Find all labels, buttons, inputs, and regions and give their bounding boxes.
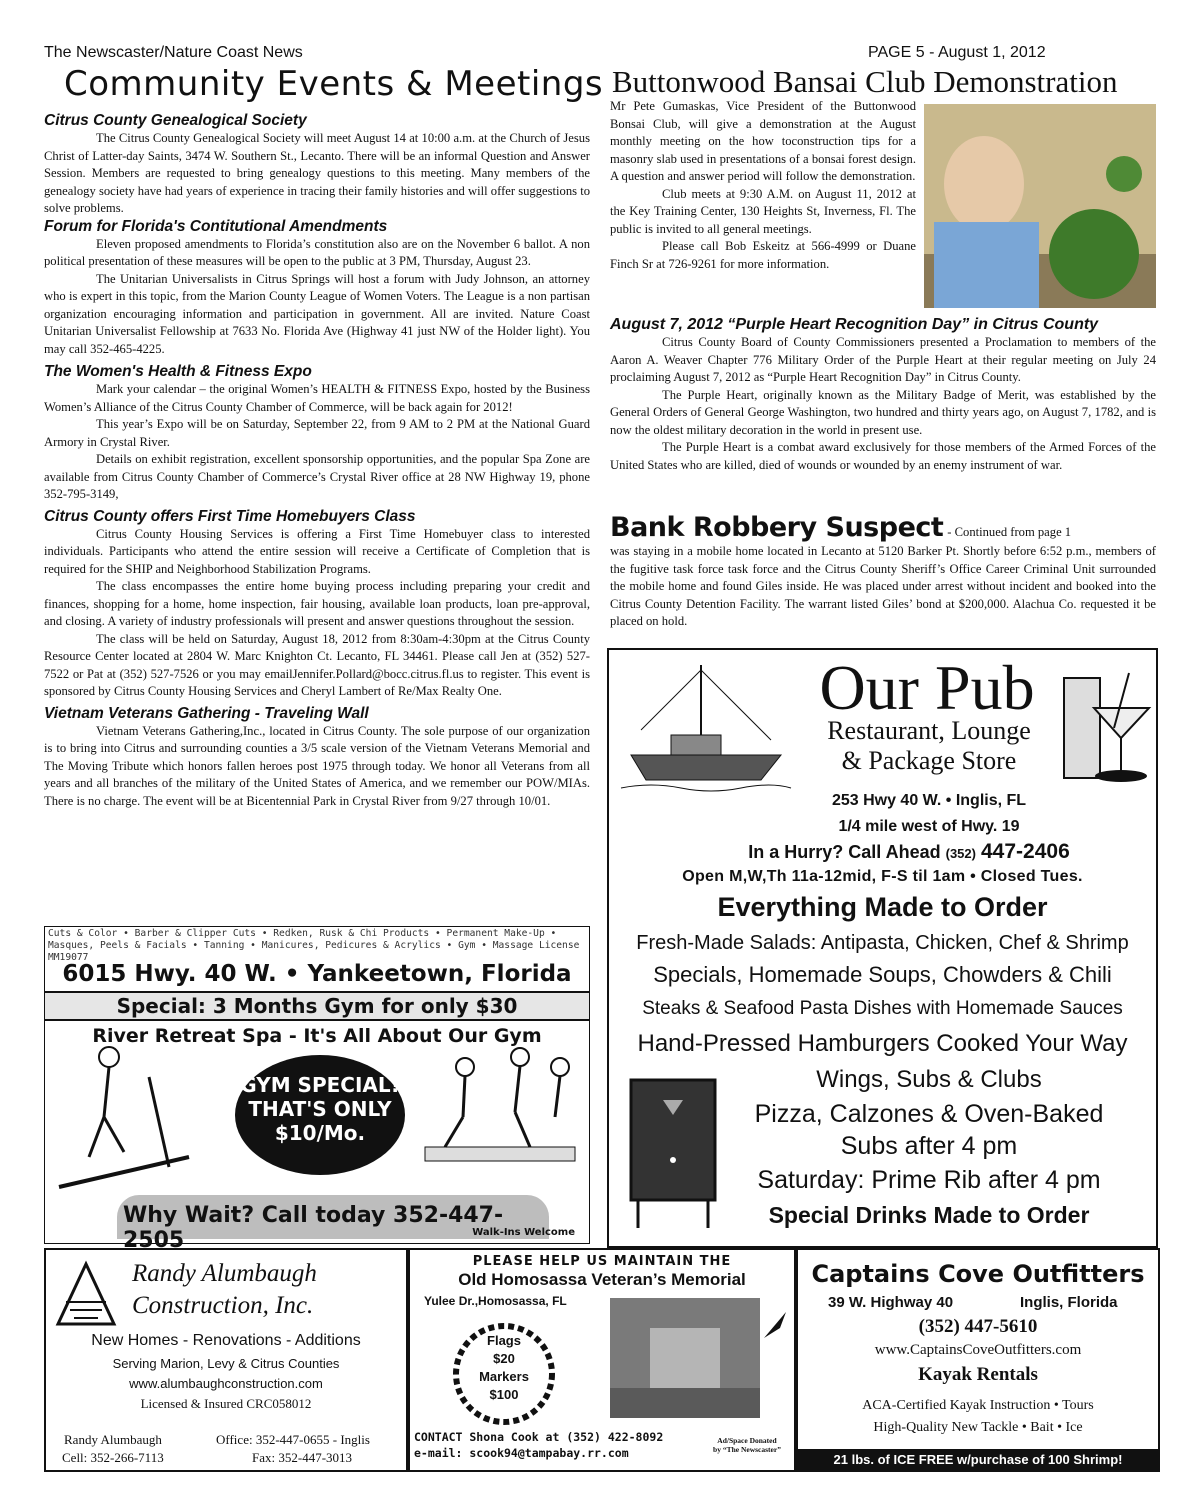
pub-menu-7: Subs after 4 pm bbox=[840, 1132, 1018, 1160]
flags-markers-wreath bbox=[450, 1320, 558, 1428]
homebuyers-body: Citrus County Housing Services is offering a First Time Homebuyer class to interested individuals. Participants who attend the entire session will receive a Certificate of Completion that is required for the SHIP and Neighborhood Stabilization Programs. The class encompasses the entire home buying process including preparing your credit and finances, shopping for a home, home inspection, fair housing, available loan products, loan pre-approval, and closing. A variety of industry professionals will present and answer questions throughout the session. The class will be held on Saturday, August 18, 2012 from 8:30am-4:30pm at the Citrus County Resource Center located at 2804 W. Marc Knighton Ct. Lecanto, FL 34461. Please call Jen at (352) 527-7522 or Pat at (352) 527-7526 or you may emailJennifer.Pollard@bocc.citrus.fl.us to register. This event is sponsored by Citrus County Housing Services and Cheryl Lambert of Re/Max Realty One. bbox=[44, 526, 590, 698]
pub-menu-8: Saturday: Prime Rib after 4 pm bbox=[757, 1166, 1101, 1194]
randy-line3: www.alumbaughconstruction.com bbox=[129, 1376, 323, 1391]
pub-menu-3: Steaks & Seafood Pasta Dishes with Homemade Sauces bbox=[642, 998, 1123, 1019]
gym-special-badge bbox=[235, 1055, 405, 1175]
vet-email: e-mail: scook94@tampabay.rr.com bbox=[414, 1446, 629, 1460]
cocktail-glass-illustration bbox=[1059, 668, 1154, 793]
bonsai-body: Mr Pete Gumaskas, Vice President of the Buttonwood Bonsai Club, will give a demonstration at the August monthly meeting on the how toconstruction tips for a masonry slab used in presentations of a bonsai forest design. A question and answer period will follow the demonstration. Club meets at 9:30 A.M. on August 11, 2012 at the Key Training Center, 130 Heights St, Inverness, Fl. The public is invited to all general meetings. Please call Bob Eskeitz at 566-4999 or Duane Finch Sr at 726-9261 for more information. bbox=[610, 99, 916, 271]
spa-tagline: River Retreat Spa - It's All About Our Gym bbox=[92, 1025, 542, 1047]
pub-addr2: 1/4 mile west of Hwy. 19 bbox=[838, 818, 1020, 835]
captains-phone: (352) 447-5610 bbox=[918, 1316, 1038, 1337]
pub-menu-1: Fresh-Made Salads: Antipasta, Chicken, Chef & Shrimp bbox=[636, 932, 1129, 954]
spa-ad bbox=[44, 926, 590, 1253]
captains-city: Inglis, Florida bbox=[1020, 1294, 1118, 1311]
homebuyers-heading: Citrus County offers First Time Homebuyers Class bbox=[44, 507, 416, 525]
captains-addr: 39 W. Highway 40 bbox=[828, 1294, 954, 1311]
pub-sub1: Restaurant, Lounge bbox=[827, 716, 1031, 745]
genealogy-body: The Citrus County Genealogical Society will meet August 14 at 10:00 a.m. at the Church of Jesus Christ of Latter-day Saints, 3474 W. Southern St., Lecanto. There will be an informal Question and Answer Session. Members are requested to bring genealogy questions to this meeting. Many members of the genealogy society have had years of experience in tracing their family histories and will offer suggestions to solve problems. bbox=[44, 131, 590, 215]
pub-phone: 447-2406 bbox=[981, 840, 1070, 863]
pub-sub2: & Package Store bbox=[841, 746, 1017, 775]
pub-hours: Open M,W,Th 11a-12mid, F-S til 1am • Closed Tues. bbox=[682, 868, 1083, 885]
pub-name: Our Pub bbox=[819, 652, 1035, 723]
continued-note: - Continued from page 1 bbox=[947, 525, 1072, 539]
randy-name2: Construction, Inc. bbox=[132, 1292, 314, 1319]
pub-menu-4: Hand-Pressed Hamburgers Cooked Your Way bbox=[637, 1030, 1128, 1057]
vietnam-body: Vietnam Veterans Gathering,Inc., located in Citrus County. The sole purpose of our organization is to bring into Citrus and surrounding counties a 3/5 scale version of the Vietnam Veterans Memorial and The Moving Tribute which honors fallen heroes post 1975 through today. We honor all Veterans from all years and all branches of the military of the United States of America, and we remember our POW/MIAs. There is no charge. The event will be at Bicentennial Park in Crystal River from 9/27 through 10/01. bbox=[44, 723, 590, 808]
randy-line1: New Homes - Renovations - Additions bbox=[91, 1332, 361, 1349]
captains-l1: ACA-Certified Kayak Instruction • Tours bbox=[862, 1398, 1094, 1413]
community-events-title: Community Events & Meetings bbox=[64, 64, 604, 104]
genealogy-heading: Citrus County Genealogical Society bbox=[44, 112, 307, 129]
pub-menu-6: Pizza, Calzones & Oven-Baked bbox=[754, 1100, 1104, 1128]
captains-web: www.CaptainsCoveOutfitters.com bbox=[874, 1342, 1082, 1358]
vet-please: PLEASE HELP US MAINTAIN THE bbox=[472, 1254, 732, 1269]
veterans-memorial-ad bbox=[408, 1248, 796, 1472]
vet-location: Yulee Dr.,Homosassa, FL bbox=[424, 1294, 567, 1308]
gym-special-line1: GYM SPECIAL! bbox=[240, 1073, 400, 1097]
pub-menu-2: Specials, Homemade Soups, Chowders & Chili bbox=[653, 962, 1112, 987]
amendments-body: Eleven proposed amendments to Florida’s constitution also are on the November 6 ballot. A non political presentation of these measures will be open to the public at 3 PM, Thursday, August 23. The Unitarian Universalists in Citrus Springs will host a forum with Judy Johnson, an attorney who is expert in this topic, from the Marion County League of Women Voters. The League is a non partisan organization encouraging information and participation in government. All are invited. Nature Coast Unitarian Universalist Fellowship at 7633 No. Florida Ave (Highway 41 just NW of the Holder light). You may call 352-465-4225. bbox=[44, 236, 590, 356]
captains-name: Captains Cove Outfitters bbox=[811, 1260, 1145, 1288]
treadmill-runner-illustration bbox=[49, 1037, 209, 1197]
bonsai-photo bbox=[924, 104, 1156, 308]
spa-call: Why Wait? Call today 352-447-2505 bbox=[123, 1203, 504, 1253]
gym-special-line2: THAT'S ONLY bbox=[248, 1097, 392, 1121]
randy-cell: Cell: 352-266-7113 bbox=[62, 1450, 164, 1465]
captains-kayak: Kayak Rentals bbox=[918, 1364, 1038, 1385]
expo-heading: The Women's Health & Fitness Expo bbox=[44, 363, 312, 380]
vietnam-heading: Vietnam Veterans Gathering - Traveling Wall bbox=[44, 704, 369, 722]
bank-robbery-article bbox=[610, 512, 1156, 631]
purple-heart-body: Citrus County Board of County Commissioners presented a Proclamation to members of the Aaron A. Weaver Chapter 776 Military Order of the Purple Heart at their regular meeting on July 24 proclaiming August 7, 2012 as “Purple Heart Recognition Day” in Citrus County. The Purple Heart, originally known as the Military Badge of Merit, was established by the General Orders of General George Washington, two hundred and thirty years ago, on August 7, 1782, and is now the oldest military decoration in the world in present use. The Purple Heart is a combat award exclusively for those members of the Armed Forces of the United States who are killed, died of wounds or wounded by an enemy instrument of war. bbox=[610, 335, 1156, 472]
randy-ad bbox=[44, 1248, 408, 1472]
pub-hurry-text: In a Hurry? Call Ahead bbox=[748, 842, 941, 862]
randy-line4: Licensed & Insured CRC058012 bbox=[140, 1396, 312, 1411]
left-articles bbox=[44, 112, 590, 810]
pub-hurry bbox=[669, 840, 1149, 864]
randy-contact: Randy Alumbaugh bbox=[64, 1432, 162, 1447]
randy-office: Office: 352-447-0655 - Inglis bbox=[216, 1432, 370, 1447]
captains-ice-banner: 21 lbs. of ICE FREE w/purchase of 100 Shrimp! bbox=[798, 1449, 1158, 1470]
purple-heart-heading: August 7, 2012 “Purple Heart Recognition Day” in Citrus County bbox=[610, 316, 1099, 333]
pub-menu-9: Special Drinks Made to Order bbox=[768, 1202, 1090, 1228]
eagle-icon bbox=[762, 1310, 788, 1340]
a-logo-icon bbox=[56, 1262, 116, 1326]
pub-addr1: 253 Hwy 40 W. • Inglis, FL bbox=[831, 792, 1027, 809]
our-pub-ad bbox=[607, 648, 1158, 1248]
bonsai-title: Buttonwood Bansai Club Demonstration bbox=[612, 64, 1118, 99]
gym-special-line3: $10/Mo. bbox=[274, 1121, 366, 1145]
expo-body: Mark your calendar – the original Women’s HEALTH & FITNESS Expo, hosted by the Business Women’s Alliance of the Citrus County Chamber of Commerce, will be back again for 2012! This year’s Expo will be on Saturday, September 22, from 9 AM to 2 PM at the National Guard Armory in Crystal River. Details on exhibit registration, excellent sponsorship opportunities, and the popular Spa Zone are available from Citrus County Chamber of Commerce’s Crystal River office at 28 NW Highway 19, phone 352-795-3149, bbox=[44, 382, 590, 501]
captains-l2: High-Quality New Tackle • Bait • Ice bbox=[873, 1420, 1083, 1435]
randy-line2: Serving Marion, Levy & Citrus Counties bbox=[112, 1356, 340, 1371]
bank-robbery-body: was staying in a mobile home located in Lecanto at 5120 Barker Pt. Shortly before 6:52 p.m., members of the fugitive task force task force and the Citrus County Sheriff’s Office Career Criminal Unit surrounded the mobile home and found Giles inside. He was placed under arrest without incident and booked into the Citrus County Detention Facility. The warrant listed Giles’ bond at $200,000. Alachua Co. requested it be placed on hold. bbox=[610, 544, 1156, 628]
randy-name1: Randy Alumbaugh bbox=[132, 1260, 317, 1287]
vet-donated: Ad/Space Donated by “The Newscaster” bbox=[713, 1436, 781, 1454]
page-date: PAGE 5 - August 1, 2012 bbox=[868, 44, 1046, 61]
vet-memorial: Old Homosassa Veteran’s Memorial bbox=[458, 1270, 746, 1289]
vet-prices: Flags $20 Markers $100 bbox=[479, 1333, 529, 1402]
pub-area-code: (352) bbox=[945, 846, 976, 861]
step-aerobics-illustration bbox=[415, 1037, 585, 1187]
walk-ins: Walk-Ins Welcome bbox=[472, 1227, 575, 1238]
spa-services: Cuts & Color • Barber & Clipper Cuts • Redken, Rusk & Chi Products • Permanent Make-Up • Masques, Peels & Facials • Tanning • Manicures, Pedicures & Acrylics • Gym • Massage License MM19077 bbox=[48, 928, 580, 963]
memorial-photo bbox=[610, 1298, 760, 1418]
purple-heart-article bbox=[610, 316, 1156, 474]
pub-menu-5: Wings, Subs & Clubs bbox=[816, 1066, 1042, 1093]
amendments-heading: Forum for Florida's Contitutional Amendments bbox=[44, 217, 388, 235]
vet-contact: CONTACT Shona Cook at (352) 422-8092 bbox=[414, 1430, 664, 1444]
bank-robbery-heading: Bank Robbery Suspect bbox=[610, 512, 944, 543]
pub-everything: Everything Made to Order bbox=[717, 892, 1048, 922]
randy-fax: Fax: 352-447-3013 bbox=[252, 1450, 353, 1465]
shrimp-boat-illustration bbox=[621, 660, 791, 800]
captains-cove-ad bbox=[796, 1248, 1160, 1472]
spa-special: Special: 3 Months Gym for only $30 bbox=[45, 991, 589, 1021]
newspaper-name: The Newscaster/Nature Coast News bbox=[44, 44, 303, 61]
spa-address: 6015 Hwy. 40 W. • Yankeetown, Florida bbox=[62, 961, 572, 987]
